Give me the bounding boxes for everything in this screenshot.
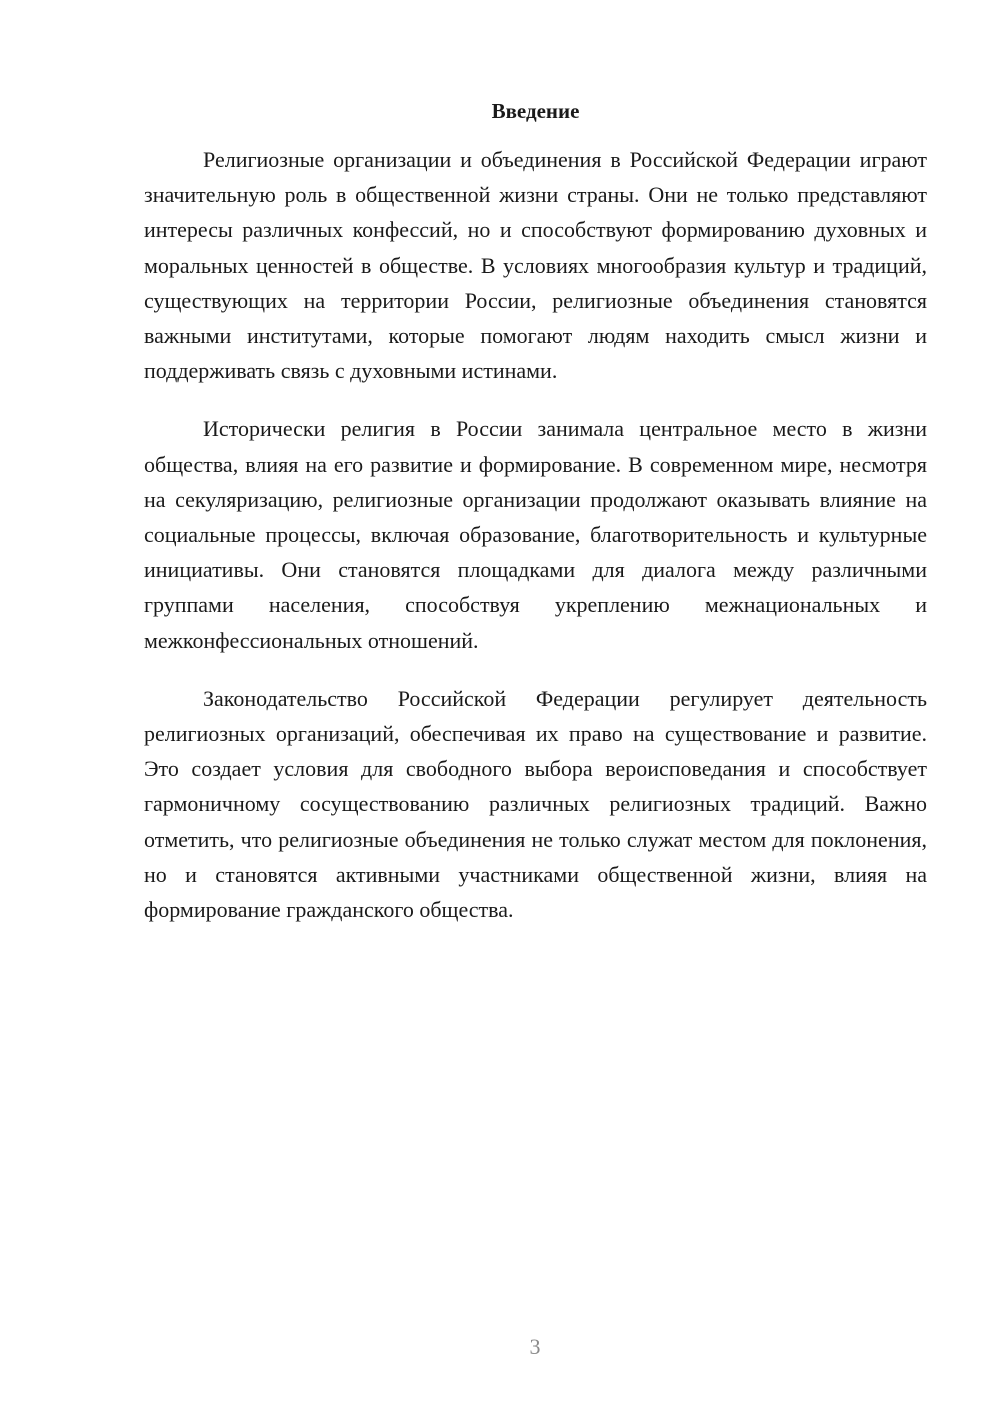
paragraph-2: Исторически религия в России занимала центральное место в жизни общества, влияя на его развитие и формирование. В современном мире, несмотря на секуляризацию, религиозные организации продолжают оказывать влияние на социальные процессы, включая образование, благотворительность и культурные инициативы. Они становятся площадками для диалога между различными группами населения, способствуя укреплению межнациональных и межконфессиональных отношений. bbox=[144, 416, 927, 653]
paragraph-3: Законодательство Российской Федерации регулирует деятельность религиозных организаций, обеспечивая их право на существование и развитие. Это создает условия для свободного выбора вероисповедания и способствует гармоничному сосуществованию различных религиозных традиций. Важно отметить, что религиозные объединения не только служат местом для поклонения, но и становятся активными участниками общественной жизни, влияя на формирование гражданского общества. bbox=[144, 685, 927, 923]
section-heading: Введение bbox=[491, 99, 580, 123]
body-text bbox=[144, 142, 927, 950]
paragraph-1: Религиозные организации и объединения в Российской Федерации играют значительную роль в общественной жизни страны. Они не только представляют интересы различных конфессий, но и способствуют формированию духовных и моральных ценностей в обществе. В условиях многообразия культур и традиций, существующих на территории России, религиозные объединения становятся важными институтами, которые помогают людям находить смысл жизни и поддерживать связь с духовными истинами. bbox=[144, 147, 927, 384]
page-number: 3 bbox=[529, 1334, 541, 1359]
